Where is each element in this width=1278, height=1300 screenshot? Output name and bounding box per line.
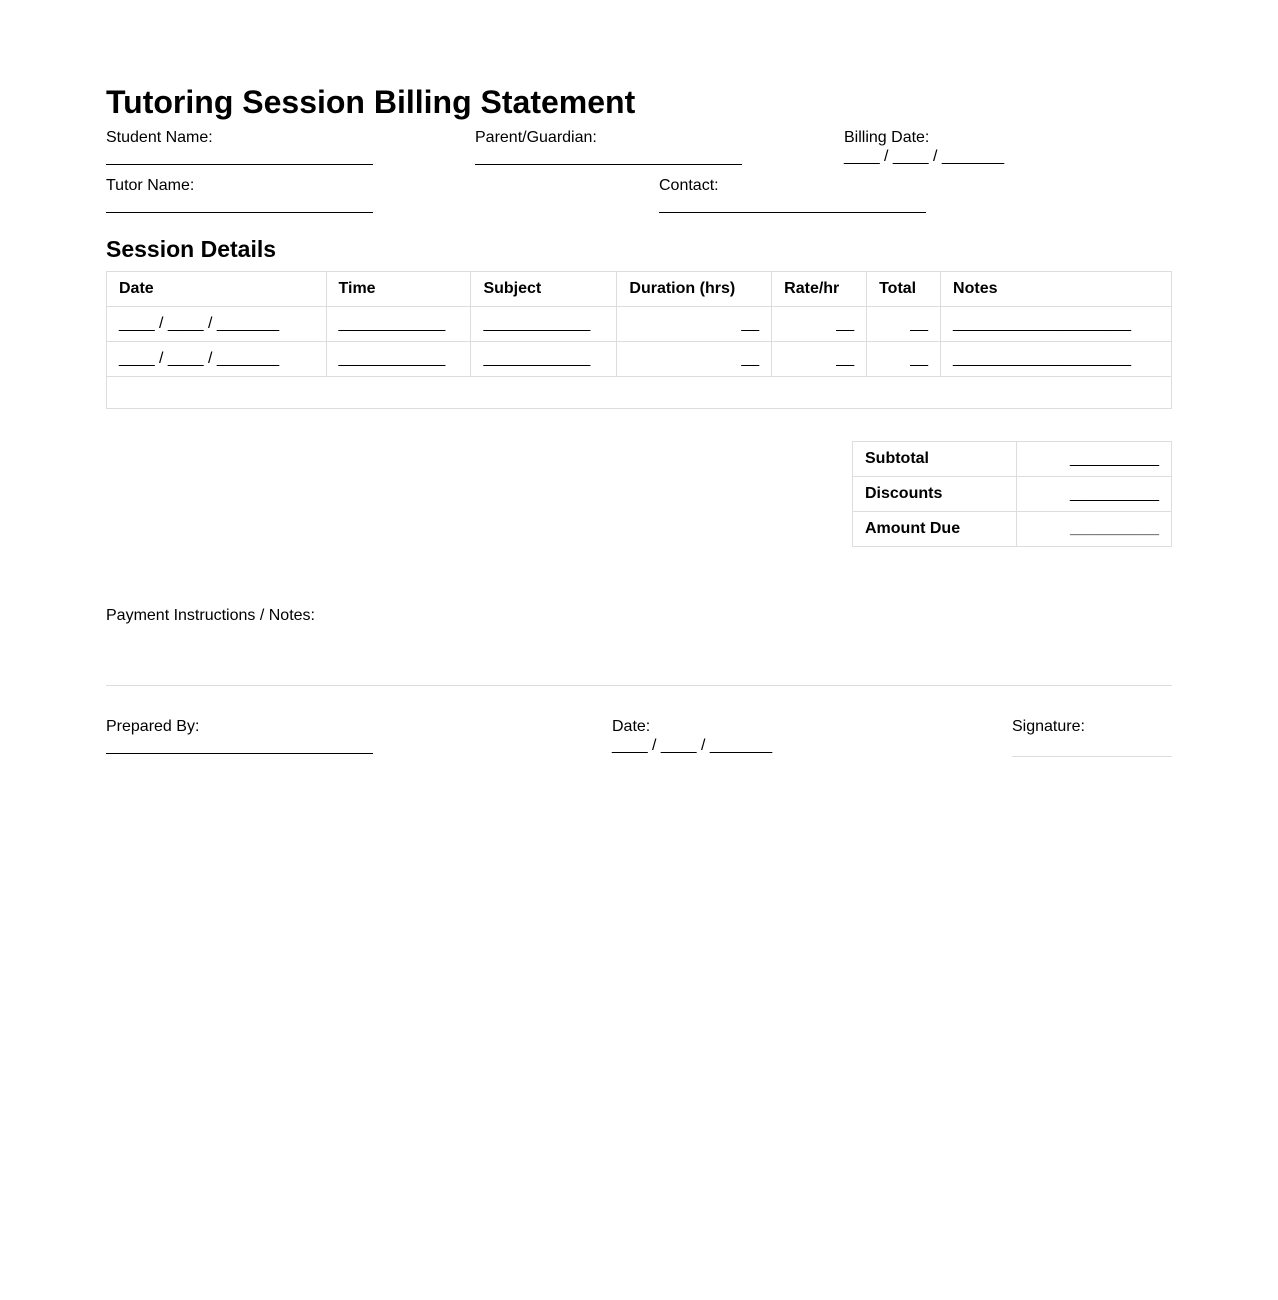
- cell-time[interactable]: ____________: [326, 307, 471, 342]
- totals-table: [852, 441, 1172, 547]
- cell-date[interactable]: ____ / ____ / _______: [107, 307, 327, 342]
- session-details-table: [106, 271, 1172, 409]
- amount-due-label: Amount Due: [853, 512, 1017, 547]
- payment-notes-area[interactable]: [106, 630, 1172, 680]
- footer-date-label: Date:: [612, 718, 651, 735]
- column-header-time: Time: [326, 272, 471, 307]
- table-header-row: [107, 272, 1172, 307]
- discounts-value[interactable]: __________: [1017, 477, 1172, 512]
- column-header-subject: Subject: [471, 272, 617, 307]
- discounts-row: [853, 477, 1172, 512]
- signature-line[interactable]: [1012, 756, 1172, 757]
- cell-total[interactable]: __: [867, 342, 941, 377]
- table-row: [107, 307, 1172, 342]
- parent-guardian-label: Parent/Guardian:: [475, 129, 597, 146]
- divider: [106, 685, 1172, 686]
- empty-cell[interactable]: [107, 377, 1172, 409]
- prepared-by-field[interactable]: [106, 737, 373, 754]
- parent-guardian-field[interactable]: [475, 148, 742, 165]
- amount-due-value[interactable]: __________: [1017, 512, 1172, 547]
- cell-rate[interactable]: __: [772, 307, 867, 342]
- signature-label: Signature:: [1012, 718, 1085, 735]
- cell-subject[interactable]: ____________: [471, 342, 617, 377]
- cell-date[interactable]: ____ / ____ / _______: [107, 342, 327, 377]
- cell-duration[interactable]: __: [617, 307, 772, 342]
- tutor-name-field[interactable]: [106, 196, 373, 213]
- discounts-label: Discounts: [853, 477, 1017, 512]
- page-title: Tutoring Session Billing Statement: [106, 84, 636, 120]
- billing-date-field[interactable]: ____ / ____ / _______: [844, 148, 1005, 165]
- cell-notes[interactable]: ____________________: [941, 307, 1172, 342]
- subtotal-value[interactable]: __________: [1017, 442, 1172, 477]
- tutor-name-label: Tutor Name:: [106, 177, 195, 194]
- cell-total[interactable]: __: [867, 307, 941, 342]
- student-name-field[interactable]: [106, 148, 373, 165]
- cell-notes[interactable]: ____________________: [941, 342, 1172, 377]
- empty-row: [107, 377, 1172, 409]
- cell-rate[interactable]: __: [772, 342, 867, 377]
- student-name-label: Student Name:: [106, 129, 213, 146]
- table-row: [107, 342, 1172, 377]
- column-header-date: Date: [107, 272, 327, 307]
- contact-field[interactable]: [659, 196, 926, 213]
- column-header-notes: Notes: [941, 272, 1172, 307]
- subtotal-label: Subtotal: [853, 442, 1017, 477]
- payment-notes-label: Payment Instructions / Notes:: [106, 607, 315, 624]
- cell-duration[interactable]: __: [617, 342, 772, 377]
- prepared-by-label: Prepared By:: [106, 718, 200, 735]
- column-header-rate: Rate/hr: [772, 272, 867, 307]
- cell-subject[interactable]: ____________: [471, 307, 617, 342]
- session-details-heading: Session Details: [106, 236, 277, 262]
- billing-date-label: Billing Date:: [844, 129, 930, 146]
- column-header-duration: Duration (hrs): [617, 272, 772, 307]
- subtotal-row: [853, 442, 1172, 477]
- contact-label: Contact:: [659, 177, 719, 194]
- cell-time[interactable]: ____________: [326, 342, 471, 377]
- footer-date-field[interactable]: ____ / ____ / _______: [612, 737, 773, 754]
- column-header-total: Total: [867, 272, 941, 307]
- amount-due-row: [853, 512, 1172, 547]
